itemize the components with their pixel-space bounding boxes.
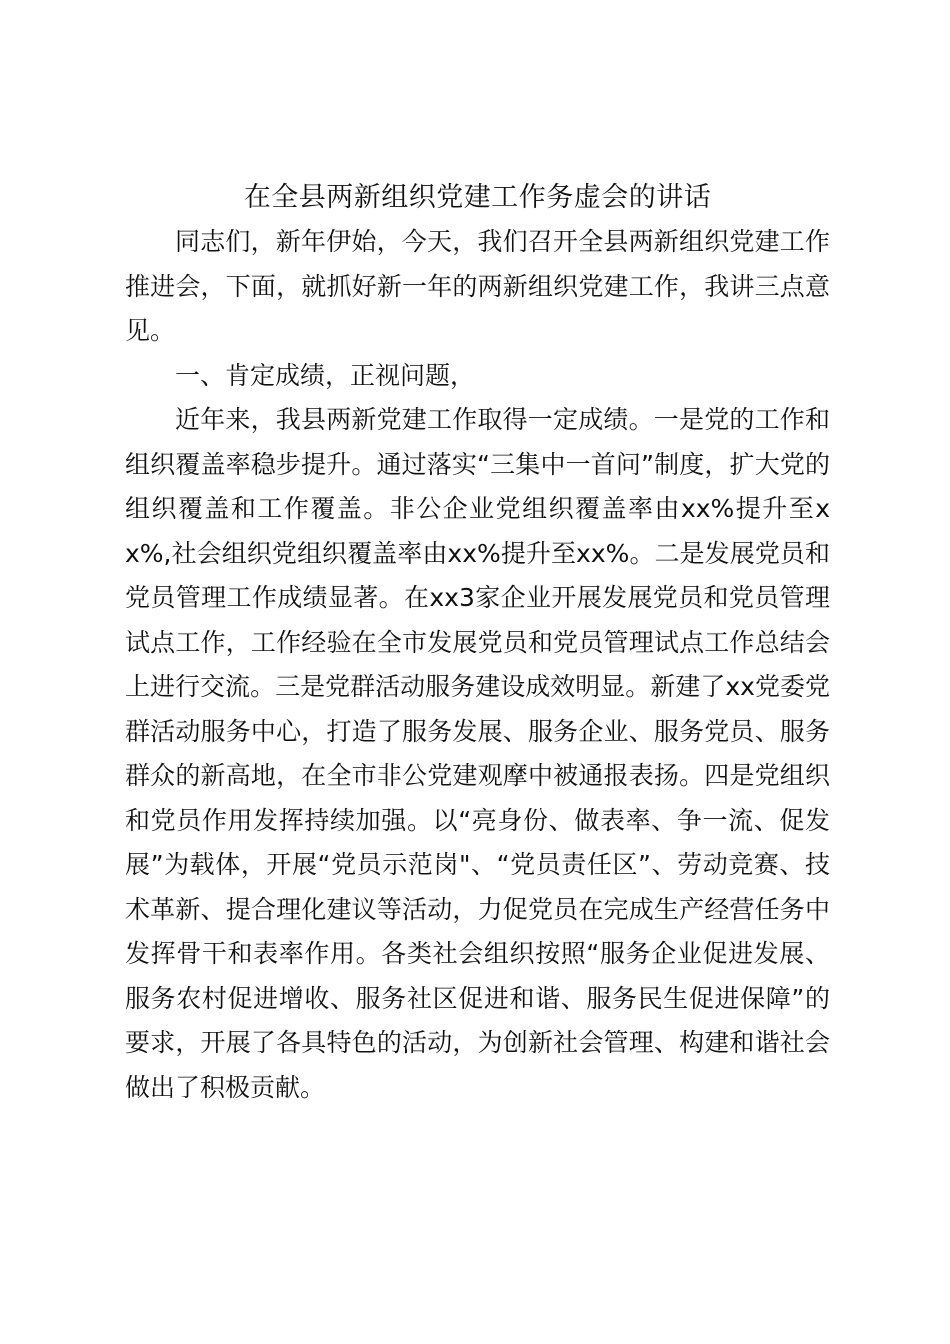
document-page [125, 176, 830, 1110]
body-paragraph: 近年来，我县两新党建工作取得一定成绩。一是党的工作和组织覆盖率稳步提升。通过落实“三集中一首问”制度，扩大党的组织覆盖和工作覆盖。非公企业党组织覆盖率由xx%提升至xx%,社会组织党组织覆盖率由xx%提升至xx%。二是发展党员和党员管理工作成绩显著。在xx3家企业开展发展党员和党员管理试点工作，工作经验在全市发展党员和党员管理试点工作总结会上进行交流。三是党群活动服务建设成效明显。新建了xx党委党群活动服务中心，打造了服务发展、服务企业、服务党员、服务群众的新高地，在全市非公党建观摩中被通报表扬。四是党组织和党员作用发挥持续加强。以“亮身份、做表率、争一流、促发展”为载体，开展“党员示范岗"、“党员责任区”、劳动竞赛、技术革新、提合理化建议等活动，力促党员在完成生产经营任务中发挥骨干和表率作用。各类社会组织按照“服务企业促进发展、服务农村促进增收、服务社区促进和谐、服务民生促进保障”的要求，开展了各具特色的活动，为创新社会管理、构建和谐社会做出了积极贡献。 [125, 405, 830, 1102]
document-title: 在全县两新组织党建工作务虚会的讲话 [243, 182, 712, 213]
section-heading: 一、肯定成绩，正视问题， [175, 360, 476, 390]
intro-paragraph: 同志们，新年伊始，今天，我们召开全县两新组织党建工作推进会，下面，就抓好新一年的两新组织党建工作，我讲三点意见。 [125, 227, 830, 345]
